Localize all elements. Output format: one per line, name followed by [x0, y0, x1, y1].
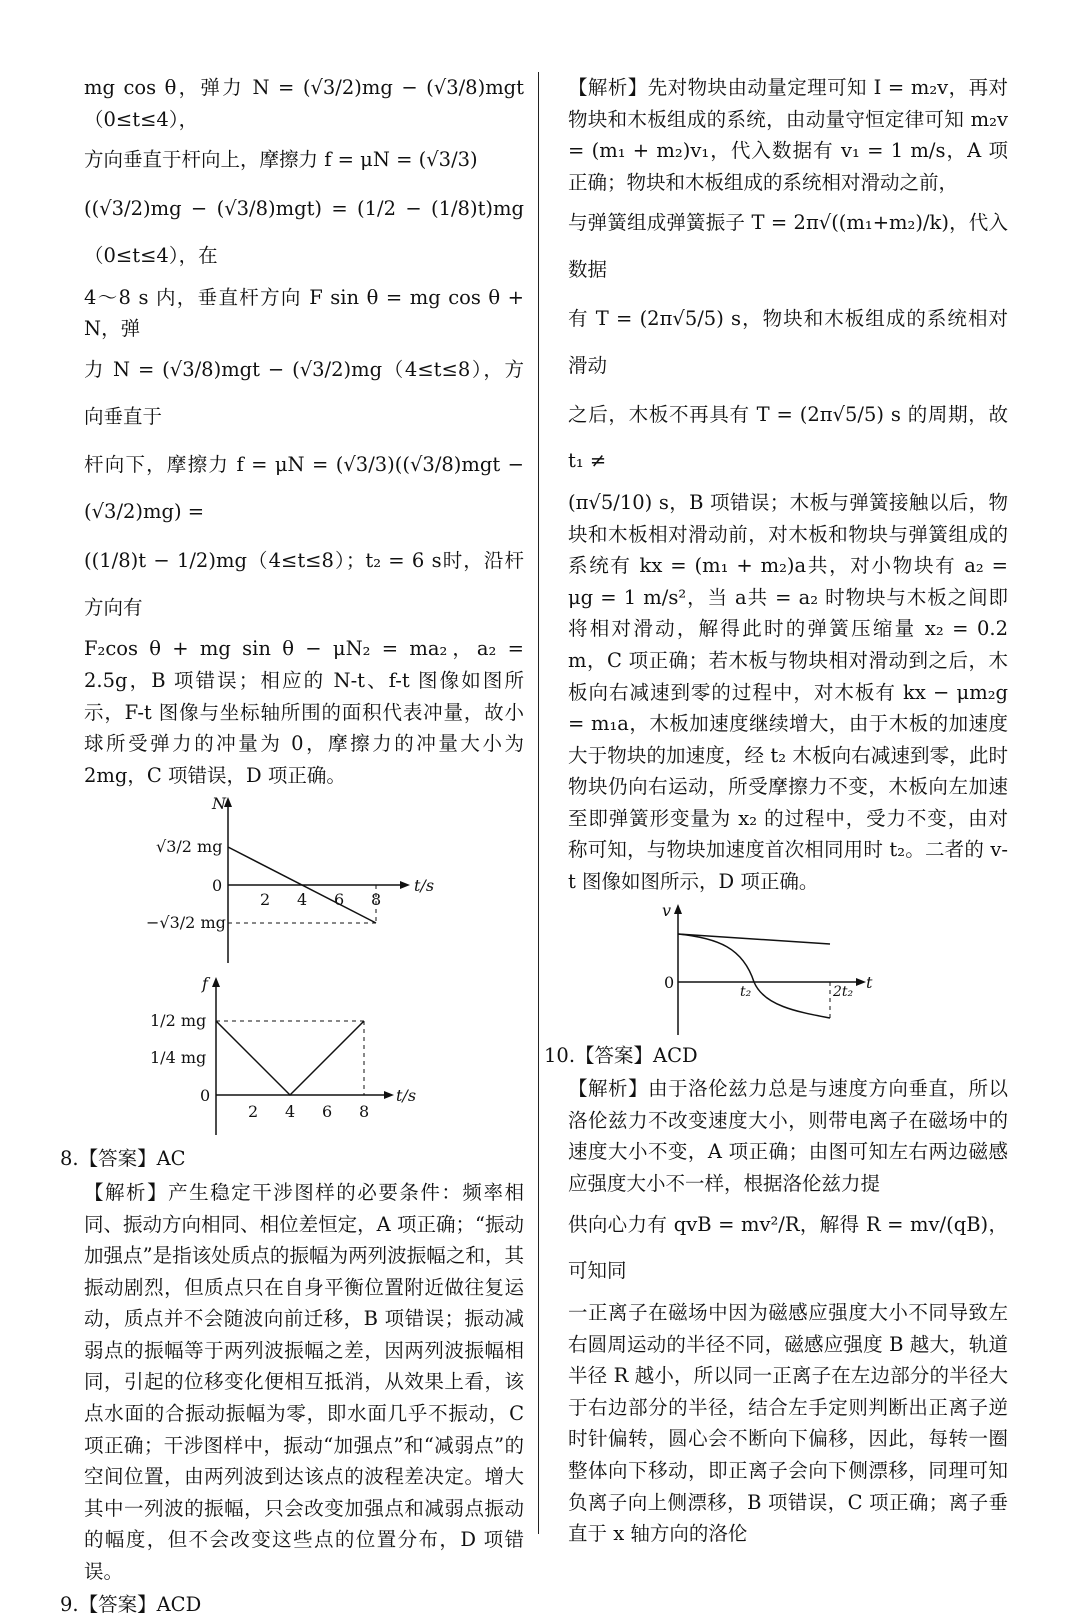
- q9-answer: 9.【答案】ACD: [60, 1593, 202, 1617]
- n-axis-label: N: [212, 794, 226, 814]
- n-top-label: √3/2 mg: [156, 837, 223, 857]
- f-tick-8: 8: [359, 1102, 370, 1122]
- n-tick-6: 6: [334, 890, 345, 910]
- q7-line-1: mg cos θ，弹力 N = (√3/2)mg − (√3/8)mgt（0≤t≤4），: [84, 76, 524, 131]
- q10-analysis-2: 供向心力有 qvB = mv²/R，解得 R = mv/(qB)，可知同: [568, 1212, 1008, 1283]
- q9-analysis-5: (π√5/10) s，B 项错误；木板与弹簧接触以后，物块和木板相对滑动前，对木板和物块与弹簧组成的系统有 kx = (m₁ + m₂)a共，对小物块有 a₂ = μg = 1 m/s²，当 a共 = a₂ 时物块与木板之间即将相对滑动，解得此时的弹簧压缩量 x₂ = 0.2 m，C 项正确；若木板与物块相对滑动到之后，木板向右减速到零的过程中，对木板有 kx − μm₂g = m₁a，木板加速度继续增大，由于木板的加速度大于物块的加速度，经 t₂ 木板向右减速到零，此时物块仍向右运动，所受摩擦力不变，木板向左加速至即弹簧形变量为 x₂ 的过程中，受力不变，由对称可知，与物块加速度首次相同用时 t₂。二者的 v-t 图像如图所示，D 项正确。: [568, 491, 1008, 894]
- q7-line-2: 方向垂直于杆向上，摩擦力 f = μN = (√3/3): [84, 148, 478, 172]
- n-x-axis-label: t/s: [414, 876, 435, 896]
- q9-analysis-2: 与弹簧组成弹簧振子 T = 2π√((m₁+m₂)/k)，代入数据: [568, 211, 1008, 282]
- f-origin: 0: [200, 1086, 211, 1106]
- f-label-quarter: 1/4 mg: [150, 1048, 207, 1068]
- n-tick-4: 4: [297, 890, 308, 910]
- v-origin: 0: [664, 972, 675, 992]
- graph-v-t: [568, 900, 1008, 1040]
- f-label-half: 1/2 mg: [150, 1011, 207, 1031]
- f-tick-6: 6: [322, 1102, 333, 1122]
- q10-analysis-3: 一正离子在磁场中因为磁感应强度大小不同导致左右圆周运动的半径不同，磁感应强度 B 越大，轨道半径 R 越小，所以同一正离子在左边部分的半径大于右边部分的半径，结合左手定则判断出正离子逆时针偏转，圆心会不断向下偏移，因此，每转一圈整体向下移动，即正离子会向下侧漂移，同理可知负离子向上侧漂移，B 项错误，C 项正确；离子垂直于 x 轴方向的洛伦: [568, 1301, 1008, 1546]
- q7-line-5: 力 N = (√3/8)mgt − (√3/2)mg（4≤t≤8），方向垂直于: [84, 357, 524, 428]
- q7-line-4: 4～8 s 内，垂直杆方向 F sin θ = mg cos θ + N，弹: [84, 285, 524, 341]
- q9-analysis-3: 有 T = (2π√5/5) s，物块和木板组成的系统相对滑动: [568, 306, 1008, 377]
- right-column: [544, 72, 1008, 1552]
- f-x-axis-label: t/s: [396, 1086, 417, 1106]
- column-divider: [538, 72, 539, 1534]
- graph-n-t: [84, 793, 524, 973]
- q9-analysis-1: 【解析】先对物块由动量定理可知 I = m₂v，再对物块和木板组成的系统，由动量守恒定律可知 m₂v = (m₁ + m₂)v₁，代入数据有 v₁ = 1 m/s，A 项正确；物块和木板组成的系统相对滑动之前，: [568, 76, 1008, 194]
- q8-analysis: 【解析】产生稳定干涉图样的必要条件：频率相同、振动方向相同、相位差恒定，A 项正确；“振动加强点”是指该处质点的振幅为两列波振幅之和，其振动剧烈，但质点只在自身平衡位置附近做往复运动，质点并不会随波向前迁移，B 项错误；振动减弱点的振幅等于两列波振幅之差，因两列波振幅相同，引起的位移变化便相互抵消，从效果上看，该点水面的合振动振幅为零，即水面几乎不振动，C 项正确；干涉图样中，振动“加强点”和“减弱点”的空间位置，由两列波到达该点的波程差决定。增大其中一列波的振幅，只会改变加强点和减弱点振动的幅度，但不会改变这些点的位置分布，D 项错误。: [84, 1180, 524, 1583]
- left-column: [60, 72, 524, 1623]
- q7-line-6: 杆向下，摩擦力 f = μN = (√3/3)((√3/8)mgt − (√3/2)mg) =: [84, 453, 524, 524]
- n-tick-2: 2: [260, 890, 271, 910]
- q9-analysis-4: 之后，木板不再具有 T = (2π√5/5) s 的周期，故 t₁ ≠: [568, 402, 1008, 473]
- v-tick-2t2: 2t₂: [833, 983, 854, 1000]
- n-origin: 0: [212, 876, 223, 896]
- q8-answer: 8.【答案】AC: [60, 1147, 186, 1171]
- q7-line-3: ((√3/2)mg − (√3/8)mgt) = (1/2 − (1/8)t)mg（0≤t≤4），在: [84, 196, 524, 267]
- v-tick-t2: t₂: [740, 983, 752, 1000]
- q10-answer: 10.【答案】ACD: [544, 1043, 698, 1067]
- q10-analysis-1: 【解析】由于洛伦兹力总是与速度方向垂直，所以洛伦兹力不改变速度大小，则带电离子在磁场中的速度大小不变，A 项正确；由图可知左右两边磁感应强度大小不一样，根据洛伦兹力提: [568, 1077, 1008, 1195]
- q7-line-8: F₂cos θ + mg sin θ − μN₂ = ma₂，a₂ = 2.5g，B 项错误；相应的 N-t、f-t 图像如图所示，F-t 图像与坐标轴所围的面积代表冲量，故小球所受弹力的冲量为 0，摩擦力的冲量大小为 2mg，C 项错误，D 项正确。: [84, 637, 524, 787]
- f-tick-2: 2: [248, 1102, 259, 1122]
- q7-line-7: ((1/8)t − 1/2)mg（4≤t≤8）；t₂ = 6 s时，沿杆方向有: [84, 548, 524, 619]
- f-axis-label: f: [202, 974, 208, 994]
- n-bottom-label: −√3/2 mg: [146, 913, 226, 933]
- v-x-axis-label: t: [866, 972, 873, 992]
- n-tick-8: 8: [371, 890, 382, 910]
- graph-f-t: [84, 973, 524, 1143]
- v-axis-label: v: [662, 900, 672, 920]
- f-tick-4: 4: [285, 1102, 296, 1122]
